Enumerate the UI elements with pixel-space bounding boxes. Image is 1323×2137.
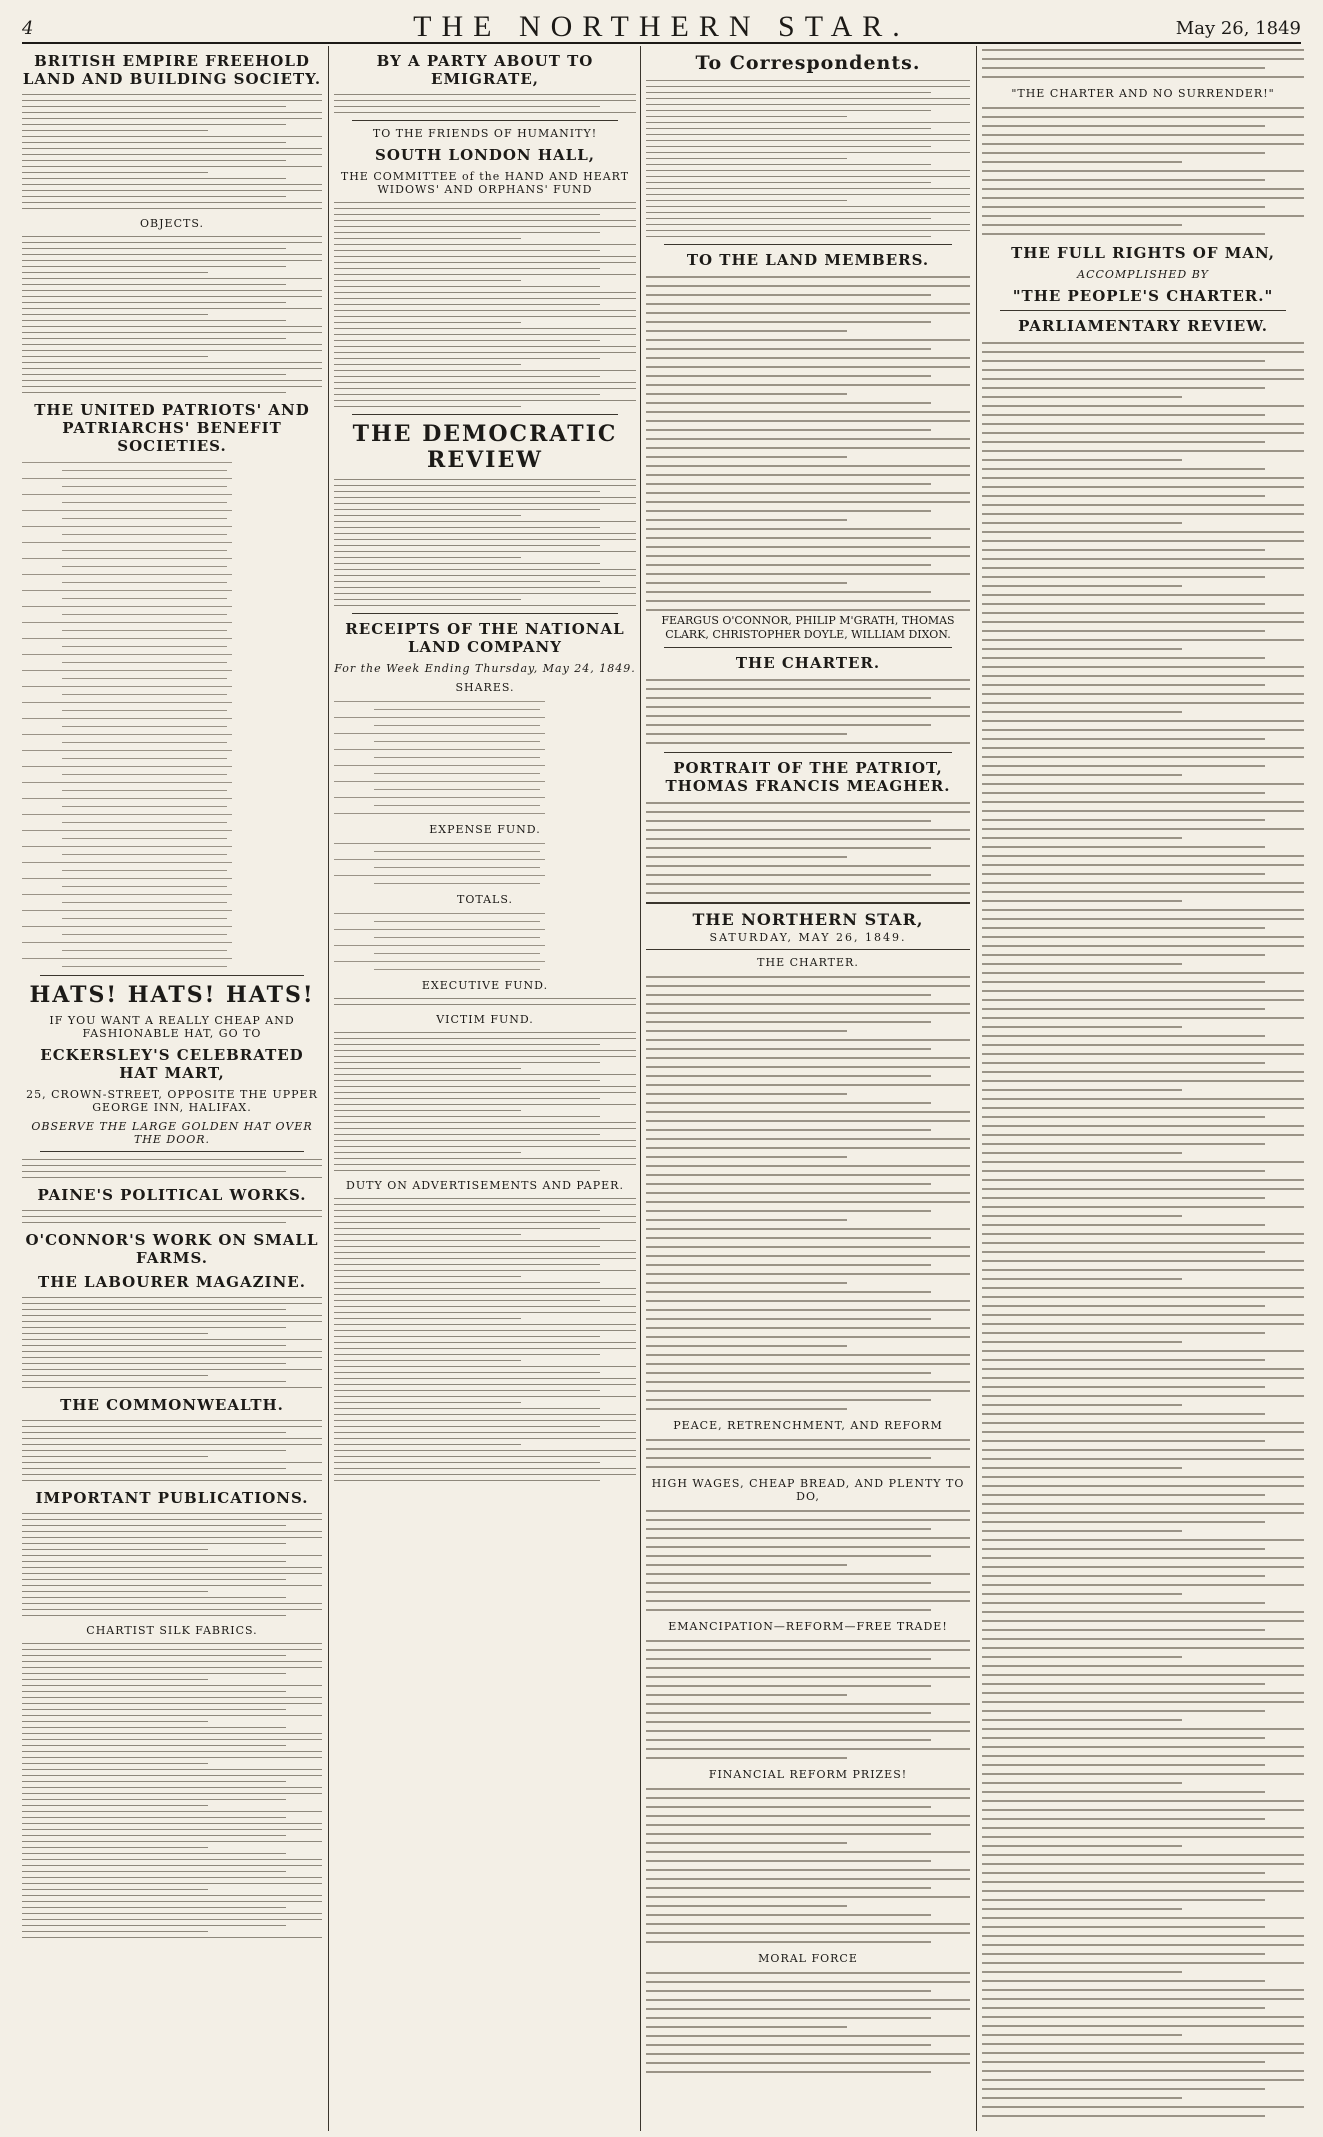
column-4 <box>982 46 1304 2131</box>
text-block <box>646 973 970 1413</box>
shares-heading: SHARES. <box>455 681 515 694</box>
land-members-heading: TO THE LAND MEMBERS. <box>686 251 930 269</box>
high-wages-line: HIGH WAGES, CHEAP BREAD, AND PLENTY TO DO, <box>651 1477 965 1503</box>
building-society-heading: BRITISH EMPIRE FREEHOLD LAND AND BUILDING SOCIETY. <box>22 52 322 88</box>
accomplished-by: ACCOMPLISHED BY <box>1077 268 1209 281</box>
column-divider <box>328 46 329 2131</box>
text-block <box>334 477 636 608</box>
hat-mart-heading: ECKERSLEY'S CELEBRATED HAT MART, <box>40 1046 304 1082</box>
text-block <box>646 1969 970 2076</box>
totals-heading: TOTALS. <box>457 893 513 906</box>
divider <box>352 120 618 121</box>
portrait-heading: PORTRAIT OF THE PATRIOT, THOMAS FRANCIS MEAGHER. <box>665 759 951 795</box>
charter-heading: THE CHARTER. <box>735 654 881 672</box>
text-block <box>982 104 1304 238</box>
text-block <box>22 1295 322 1390</box>
expense-table <box>334 840 636 887</box>
hall-heading: SOUTH LONDON HALL, <box>375 146 595 164</box>
peoples-charter-heading: "THE PEOPLE'S CHARTER." <box>1012 287 1274 305</box>
text-block <box>646 273 970 614</box>
parliamentary-review-heading: PARLIAMENTARY REVIEW. <box>1018 317 1268 335</box>
executive-heading: EXECUTIVE FUND. <box>421 979 549 992</box>
united-patriots-heading: THE UNITED PATRIOTS' AND PATRIARCHS' BENEFIT SOCIETIES. <box>34 401 310 455</box>
text-block <box>334 1196 636 1483</box>
correspondents-heading: To Correspondents. <box>695 52 921 74</box>
issue-date: May 26, 1849 <box>1175 18 1301 39</box>
charter-article-heading: THE CHARTER. <box>757 956 859 969</box>
text-block <box>646 1436 970 1471</box>
text-block <box>22 92 322 211</box>
text-block <box>22 1418 322 1483</box>
text-block <box>646 78 970 239</box>
signatories: FEARGUS O'CONNOR, PHILIP M'GRATH, THOMAS CLARK, CHRISTOPHER DOYLE, WILLIAM DIXON. <box>661 614 955 641</box>
full-rights-heading: THE FULL RIGHTS OF MAN, <box>1011 244 1275 262</box>
page-number: 4 <box>22 18 34 39</box>
text-block <box>22 1157 322 1180</box>
hat-mart-address: 25, CROWN-STREET, OPPOSITE THE UPPER GEORGE INN, HALIFAX. <box>26 1088 318 1114</box>
text-block <box>22 1511 322 1618</box>
charter-surrender-quote: "THE CHARTER AND NO SURRENDER!" <box>1011 87 1275 100</box>
labourer-heading: THE LABOURER MAGAZINE. <box>38 1273 306 1291</box>
column-3 <box>646 46 970 2131</box>
text-block <box>334 996 636 1007</box>
emigrate-heading: BY A PARTY ABOUT TO EMIGRATE, <box>376 52 594 88</box>
democratic-review-heading: THE DEMOCRATIC REVIEW <box>352 421 618 473</box>
publications-heading: IMPORTANT PUBLICATIONS. <box>35 1489 309 1507</box>
text-block <box>646 1785 970 1946</box>
divider <box>664 244 952 245</box>
commonwealth-heading: THE COMMONWEALTH. <box>60 1396 284 1414</box>
society-table <box>22 459 322 970</box>
text-block <box>982 339 1304 2120</box>
column-2 <box>334 46 636 2131</box>
text-block <box>646 676 970 747</box>
text-block <box>646 799 970 897</box>
text-block <box>334 92 636 115</box>
column-divider <box>976 46 977 2131</box>
receipts-week: For the Week Ending Thursday, May 24, 1849. <box>334 662 636 675</box>
divider <box>352 414 618 415</box>
receipts-heading: RECEIPTS OF THE NATIONAL LAND COMPANY <box>345 620 625 656</box>
text-block <box>22 1641 322 1940</box>
golden-hat-notice: OBSERVE THE LARGE GOLDEN HAT OVER THE DOOR. <box>31 1120 313 1146</box>
emancipation-line: EMANCIPATION—REFORM—FREE TRADE! <box>668 1620 948 1633</box>
newspaper-title: THE NORTHERN STAR. <box>413 10 910 43</box>
friends-heading: TO THE FRIENDS OF HUMANITY! <box>372 127 598 140</box>
committee-heading: THE COMMITTEE of the HAND AND HEART WIDOWS' AND ORPHANS' FUND <box>340 170 630 196</box>
northern-star-heading: THE NORTHERN STAR, <box>692 910 924 929</box>
victim-heading: VICTIM FUND. <box>436 1013 534 1026</box>
divider <box>40 1151 304 1152</box>
peace-line: PEACE, RETRENCHMENT, AND REFORM <box>673 1419 943 1432</box>
shares-table <box>334 698 636 817</box>
text-block <box>334 1030 636 1173</box>
column-1 <box>22 46 322 2131</box>
text-block <box>646 1507 970 1614</box>
small-farms-heading: O'CONNOR'S WORK ON SMALL FARMS. <box>25 1231 319 1267</box>
hats-heading: HATS! HATS! HATS! <box>29 982 315 1008</box>
text-block <box>982 46 1304 81</box>
text-block <box>22 1208 322 1225</box>
hats-subheading: IF YOU WANT A REALLY CHEAP AND FASHIONABLE HAT, GO TO <box>49 1014 295 1040</box>
column-divider <box>640 46 641 2131</box>
divider <box>646 902 970 904</box>
divider <box>40 975 304 976</box>
expense-heading: EXPENSE FUND. <box>429 823 541 836</box>
masthead <box>22 8 1301 44</box>
text-block <box>646 1637 970 1762</box>
divider <box>664 647 952 648</box>
divider <box>1000 310 1286 311</box>
divider <box>646 949 970 950</box>
totals-table <box>334 910 636 973</box>
issue-date-line: SATURDAY, MAY 26, 1849. <box>709 931 907 944</box>
paine-heading: PAINE'S POLITICAL WORKS. <box>37 1186 307 1204</box>
financial-line: FINANCIAL REFORM PRIZES! <box>708 1768 908 1781</box>
silk-heading: CHARTIST SILK FABRICS. <box>86 1624 258 1637</box>
objects-heading: OBJECTS. <box>140 217 204 230</box>
text-block <box>22 234 322 395</box>
divider <box>352 613 618 614</box>
duty-heading: DUTY ON ADVERTISEMENTS AND PAPER. <box>346 1179 624 1192</box>
divider <box>664 752 952 753</box>
moral-force-line: MORAL FORCE <box>758 1952 858 1965</box>
text-block <box>334 200 636 409</box>
